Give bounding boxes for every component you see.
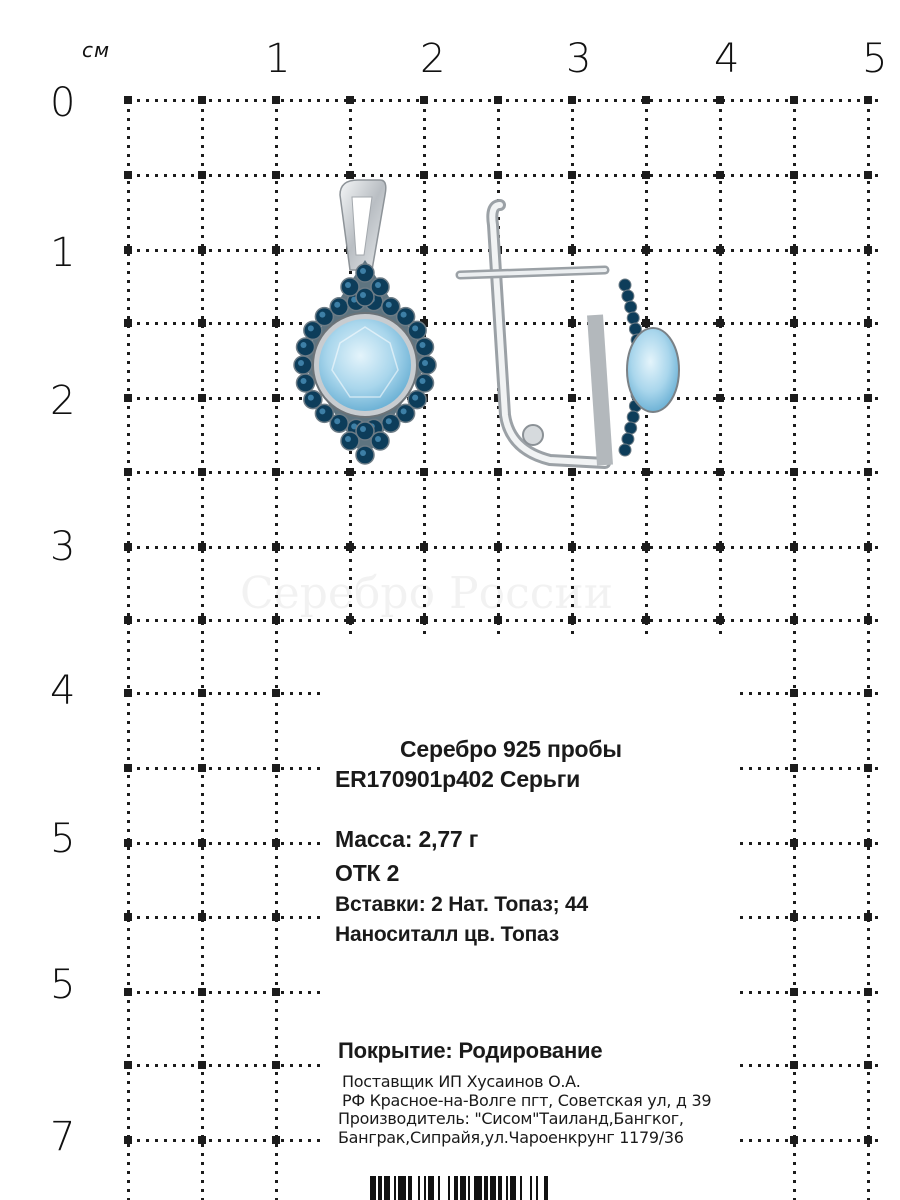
ruler-row-3: 3: [50, 524, 76, 570]
earring-side-view: [455, 195, 695, 495]
ruler-row-6: 5: [50, 962, 76, 1008]
manufacturer-text: Производитель: "Сисом"Таиланд,Бангког,: [338, 1109, 684, 1128]
ruler-row-0: 0: [50, 80, 76, 126]
ruler-row-7: 7: [50, 1114, 76, 1160]
ruler-col-5: 5: [862, 36, 888, 82]
supplier-address-text: РФ Красное-на-Волге пгт, Советская ул, д 39: [342, 1091, 712, 1110]
unit-label: см: [82, 38, 111, 62]
watermark: Серебро России: [240, 568, 614, 619]
ruler-row-1: 1: [50, 230, 76, 276]
otk-text: ОТК 2: [335, 860, 400, 886]
manufacturer-address-text: Банграк,Сипрайя,ул.Чароенкрунг 1179/36: [338, 1128, 684, 1147]
material-text: Серебро 925 пробы: [400, 736, 622, 762]
supplier-text: Поставщик ИП Хусаинов О.А.: [342, 1072, 581, 1091]
product-tag: [320, 640, 740, 1200]
ruler-row-2: 2: [50, 378, 76, 424]
ruler-col-1: 1: [265, 36, 291, 82]
ruler-col-2: 2: [420, 36, 446, 82]
ruler-col-4: 4: [714, 36, 740, 82]
inserts-text-2: Наноситалл цв. Топаз: [335, 923, 560, 946]
earring-front-view: [280, 175, 450, 475]
mass-text: Масса: 2,77 г: [335, 826, 479, 852]
ruler-row-4: 4: [50, 668, 76, 714]
article-text: ER170901p402 Серьги: [335, 766, 581, 792]
ruler-col-3: 3: [566, 36, 592, 82]
ruler-row-5: 5: [50, 816, 76, 862]
barcode: [370, 1176, 690, 1200]
coating-text: Покрытие: Родирование: [338, 1038, 603, 1063]
inserts-text-1: Вставки: 2 Нат. Топаз; 44: [335, 893, 589, 916]
